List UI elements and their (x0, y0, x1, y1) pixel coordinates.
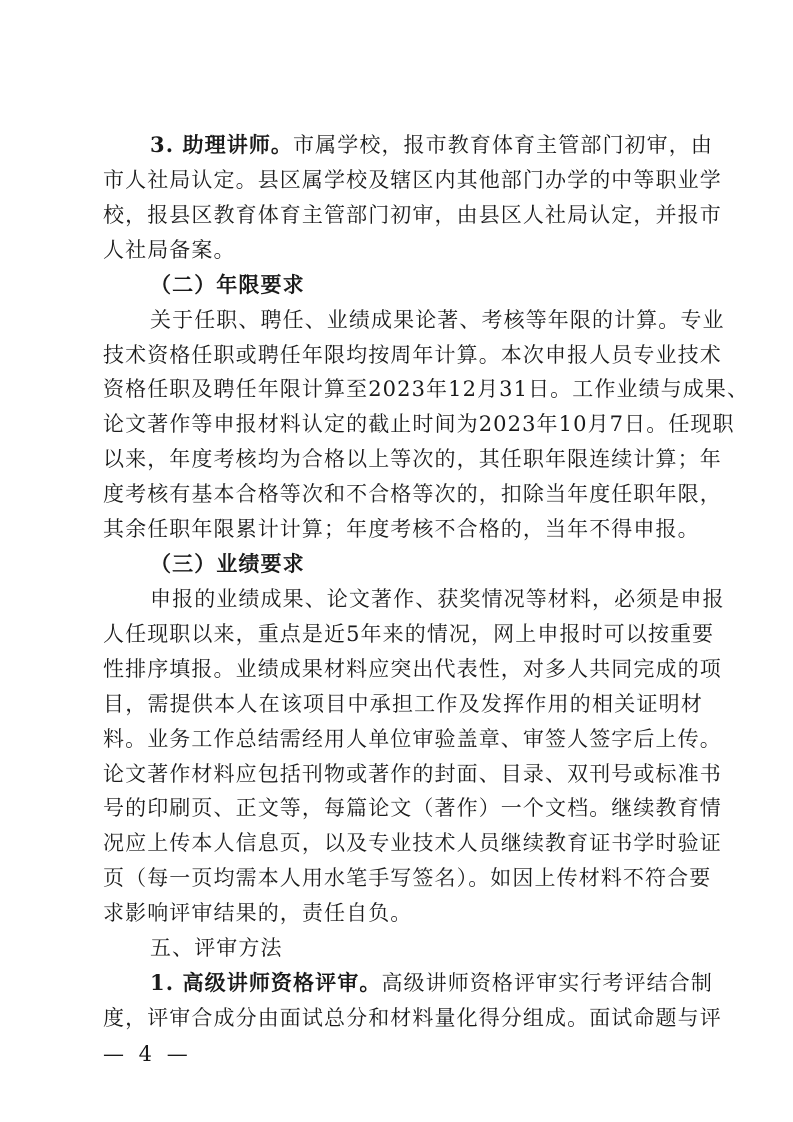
line-text: 性排序填报。业绩成果材料应突出代表性，对多人共同完成的项 (103, 657, 722, 681)
line-text: 料。业务工作总结需经用人单位审验盖章、审签人签字后上传。 (103, 727, 722, 751)
item-heading: 1. 高级讲师资格评审。 (150, 970, 382, 995)
section-heading (150, 273, 703, 297)
paragraph-line (103, 238, 703, 262)
paragraph-line (150, 132, 713, 157)
line-text: 高级讲师资格评审实行考评结合制 (381, 971, 713, 995)
paragraph-line (103, 412, 735, 436)
line-text: 资格任职及聘任年限计算至2023年12月31日。工作业绩与成果、 (103, 377, 750, 401)
paragraph-line (150, 970, 713, 995)
paragraph-line (103, 727, 722, 751)
paragraph-line (103, 168, 722, 192)
line-text: 目，需提供本人在该项目中承担工作及发挥作用的相关证明材 (103, 692, 703, 716)
paragraph-line (103, 622, 715, 646)
chapter-heading-text: 五、评审方法 (150, 936, 283, 960)
item-heading: 3. 助理讲师。 (150, 132, 294, 157)
line-text: 申报的业绩成果、论文著作、获奖情况等材料，必须是申报 (150, 587, 725, 611)
chapter-heading (150, 936, 703, 960)
line-text: 度，评审合成分由面试总分和材料量化得分组成。面试命题与评 (103, 1006, 722, 1030)
line-text: 度考核有基本合格等次和不合格等次的，扣除当年度任职年限， (103, 482, 722, 506)
line-text: 号的印刷页、正文等，每篇论文（著作）一个文档。继续教育情 (103, 796, 722, 820)
paragraph-line (103, 203, 722, 227)
line-text: 论文著作材料应包括刊物或著作的封面、目录、双刊号或标准书 (103, 762, 722, 786)
line-text: 市属学校，报市教育体育主管部门初审，由 (293, 133, 713, 157)
paragraph-line (103, 447, 722, 471)
line-text: 以来，年度考核均为合格以上等次的，其任职年限连续计算；年 (103, 447, 722, 471)
paragraph-line (103, 1006, 722, 1030)
paragraph-line (150, 587, 725, 611)
paragraph-line (103, 657, 722, 681)
paragraph-line (103, 517, 703, 541)
line-text: 其余任职年限累计计算；年度考核不合格的，当年不得申报。 (103, 517, 700, 541)
line-text: 市人社局认定。县区属学校及辖区内其他部门办学的中等职业学 (103, 168, 722, 192)
paragraph-line (103, 866, 712, 890)
page-number: — 4 — (103, 1042, 192, 1066)
paragraph-line (103, 796, 722, 820)
line-text: 求影响评审结果的，责任自负。 (103, 901, 413, 925)
paragraph-line (103, 762, 722, 786)
line-text: 技术资格任职或聘任年限均按周年计算。本次申报人员专业技术 (103, 343, 722, 367)
line-text: 况应上传本人信息页，以及专业技术人员继续教育证书学时验证 (103, 831, 722, 855)
line-text: 论文著作等申报材料认定的截止时间为2023年10月7日。任现职 (103, 412, 735, 436)
paragraph-line (103, 692, 703, 716)
section-heading-text: （三）业绩要求 (150, 551, 305, 576)
paragraph-line (103, 343, 722, 367)
line-text: 页（每一页均需本人用水笔手写签名）。如因上传材料不符合要 (103, 866, 712, 890)
line-text: 关于任职、聘任、业绩成果论著、考核等年限的计算。专业 (150, 308, 725, 332)
section-heading (150, 552, 703, 576)
paragraph-line (103, 377, 750, 401)
paragraph-line (103, 482, 722, 506)
line-text: 人任现职以来，重点是近5年来的情况，网上申报时可以按重要 (103, 622, 715, 646)
paragraph-line (103, 901, 703, 925)
paragraph-line (103, 831, 722, 855)
paragraph-line (150, 308, 725, 332)
line-text: 人社局备案。 (103, 238, 236, 262)
line-text: 校，报县区教育体育主管部门初审，由县区人社局认定，并报市 (103, 203, 722, 227)
section-heading-text: （二）年限要求 (150, 272, 305, 297)
